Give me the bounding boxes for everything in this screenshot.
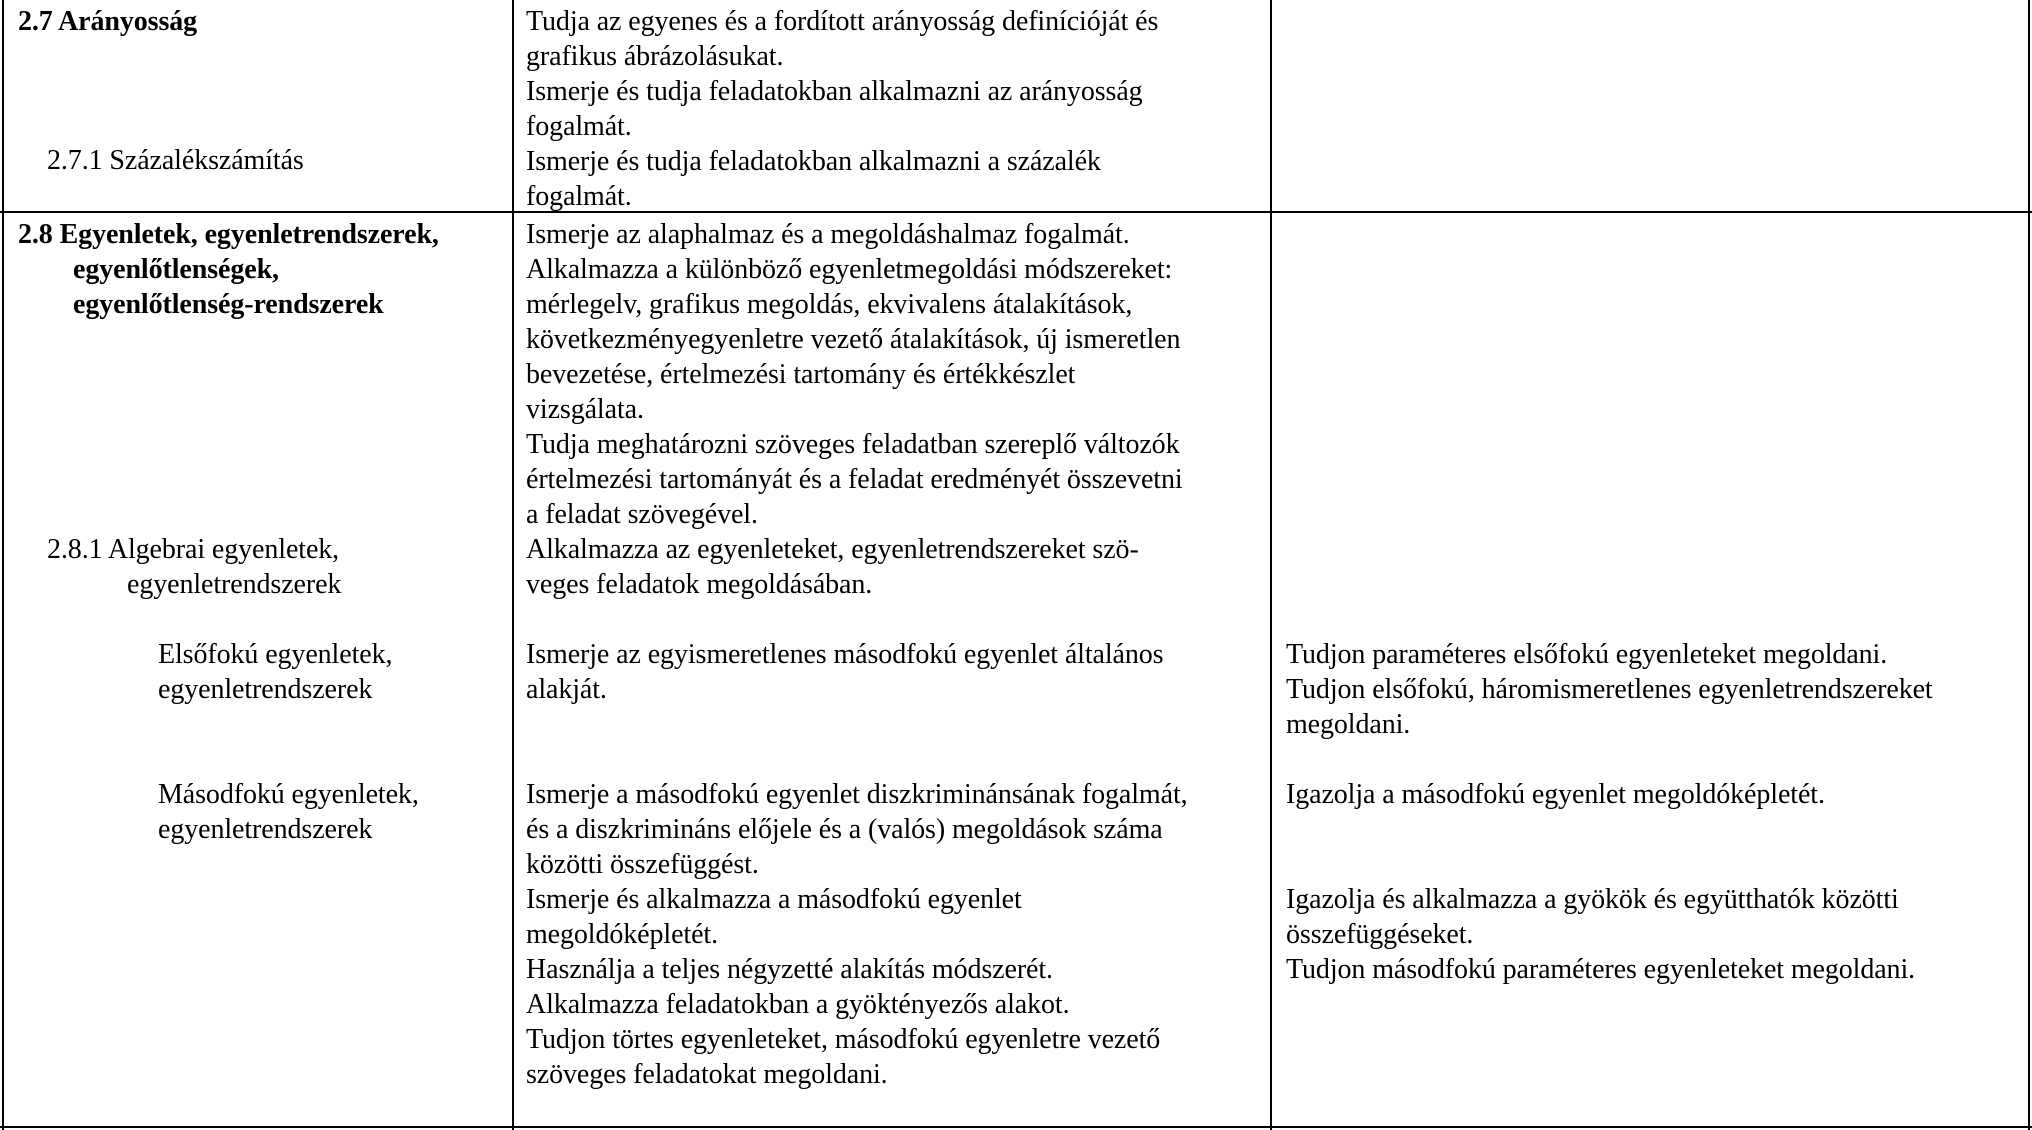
requirement-line: következményegyenletre vezető átalakítások, új ismeretlen: [526, 324, 1181, 355]
advanced-requirement-line: Tudjon másodfokú paraméteres egyenleteket megoldani.: [1286, 954, 1916, 985]
section-heading-2-8: 2.8 Egyenletek, egyenletrendszerek,: [18, 219, 439, 250]
requirement-line: bevezetése, értelmezési tartomány és értékkészlet: [526, 359, 1076, 390]
requirement-line: értelmezési tartományát és a feladat eredményét összevetni: [526, 464, 1183, 495]
requirement-line: Alkalmazza feladatokban a gyöktényezős alakot.: [526, 989, 1070, 1020]
requirement-line: Alkalmazza a különböző egyenletmegoldási módszereket:: [526, 254, 1173, 285]
advanced-requirement-line: Igazolja és alkalmazza a gyökök és együtthatók közötti: [1286, 884, 1899, 915]
table-border-bottom: [0, 1126, 2032, 1128]
requirement-line: szöveges feladatokat megoldani.: [526, 1059, 888, 1090]
advanced-requirement-line: összefüggéseket.: [1286, 919, 1474, 950]
requirement-line: Ismerje a másodfokú egyenlet diszkriminánsának fogalmát,: [526, 779, 1188, 810]
subsection-label-2-8-1: 2.8.1 Algebrai egyenletek,: [47, 534, 340, 565]
requirement-line: Alkalmazza az egyenleteket, egyenletrendszereket szö-: [526, 534, 1139, 565]
requirement-line: veges feladatok megoldásában.: [526, 569, 873, 600]
section-heading-2-7: 2.7 Arányosság: [18, 6, 198, 37]
requirement-line: mérlegelv, grafikus megoldás, ekvivalens átalakítások,: [526, 289, 1133, 320]
table-border-left: [2, 0, 4, 1130]
requirement-line: közötti összefüggést.: [526, 849, 759, 880]
requirement-line: Ismerje és tudja feladatokban alkalmazni az arányosság: [526, 76, 1143, 107]
requirement-line: a feladat szövegével.: [526, 499, 758, 530]
section-heading-2-8: egyenlőtlenségek,: [73, 254, 279, 285]
section-heading-2-8: egyenlőtlenség-rendszerek: [73, 289, 384, 320]
requirement-line: alakját.: [526, 674, 607, 705]
subsection-label-2-8-1: egyenletrendszerek: [127, 569, 342, 600]
topic-label-first-degree: egyenletrendszerek: [158, 674, 373, 705]
requirement-line: Tudjon törtes egyenleteket, másodfokú egyenletre vezető: [526, 1024, 1161, 1055]
requirement-line: Tudja meghatározni szöveges feladatban szereplő változók: [526, 429, 1180, 460]
topic-label-second-degree: Másodfokú egyenletek,: [158, 779, 419, 810]
requirement-line: grafikus ábrázolásukat.: [526, 41, 784, 72]
topic-label-second-degree: egyenletrendszerek: [158, 814, 373, 845]
column-divider-1: [512, 0, 514, 1130]
requirement-line: vizsgálata.: [526, 394, 644, 425]
requirement-line: Tudja az egyenes és a fordított arányosság definícióját és: [526, 6, 1159, 37]
advanced-requirement-line: Tudjon elsőfokú, háromismeretlenes egyenletrendszereket: [1286, 674, 1933, 705]
advanced-requirement-line: megoldani.: [1286, 709, 1411, 740]
requirement-line: fogalmát.: [526, 111, 632, 142]
row-divider: [0, 211, 2032, 213]
requirement-line: Használja a teljes négyzetté alakítás módszerét.: [526, 954, 1053, 985]
requirement-line: megoldóképletét.: [526, 919, 719, 950]
requirement-line: Ismerje és alkalmazza a másodfokú egyenlet: [526, 884, 1022, 915]
topic-label-first-degree: Elsőfokú egyenletek,: [158, 639, 393, 670]
subsection-label-2-7-1: 2.7.1 Százalékszámítás: [47, 145, 304, 176]
table-border-right: [2028, 0, 2030, 1130]
requirement-line: Ismerje az alaphalmaz és a megoldáshalmaz fogalmát.: [526, 219, 1130, 250]
advanced-requirement-line: Igazolja a másodfokú egyenlet megoldóképletét.: [1286, 779, 1825, 810]
column-divider-2: [1270, 0, 1272, 1130]
requirement-line: Ismerje és tudja feladatokban alkalmazni a százalék: [526, 146, 1101, 177]
advanced-requirement-line: Tudjon paraméteres elsőfokú egyenleteket megoldani.: [1286, 639, 1888, 670]
requirement-line: és a diszkrimináns előjele és a (valós) megoldások száma: [526, 814, 1163, 845]
requirement-line: Ismerje az egyismeretlenes másodfokú egyenlet általános: [526, 639, 1164, 670]
requirement-line: fogalmát.: [526, 181, 632, 212]
